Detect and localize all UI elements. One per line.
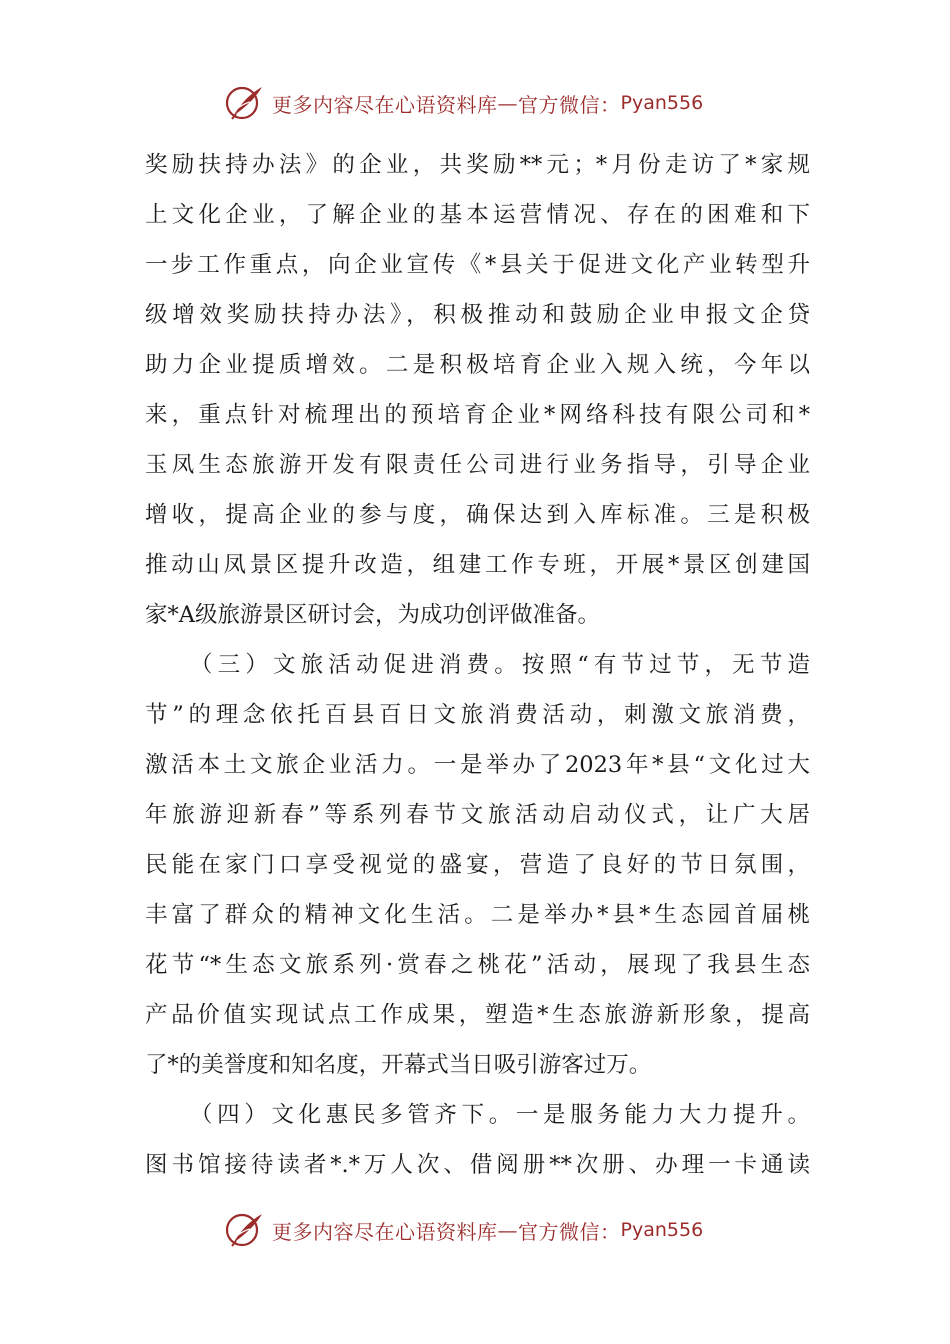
text-line: 玉凤生态旅游开发有限责任公司进行业务指导，引导企业 — [145, 452, 810, 478]
watermark-wechat-id: Pyan556 — [620, 92, 704, 114]
text-line: 上文化企业，了解企业的基本运营情况、存在的困难和下 — [145, 202, 810, 228]
document-body — [145, 140, 810, 1190]
text-line: 助力企业提质增效。二是积极培育企业入规入统，今年以 — [145, 352, 810, 378]
text-line: 来，重点针对梳理出的预培育企业*网络科技有限公司和* — [145, 402, 810, 428]
text-line: 了*的美誉度和知名度，开幕式当日吸引游客过万。 — [145, 1052, 652, 1078]
quill-pen-logo-icon — [222, 1208, 266, 1252]
text-line: 奖励扶持办法》的企业，共奖励**元；*月份走访了*家规 — [145, 152, 810, 178]
text-line: 民能在家门口享受视觉的盛宴，营造了良好的节日氛围， — [145, 852, 810, 878]
text-line: 产品价值实现试点工作成果，塑造*生态旅游新形象，提高 — [145, 1002, 810, 1028]
text-line: 图书馆接待读者*.*万人次、借阅册**次册、办理一卡通读 — [145, 1152, 810, 1178]
text-line: 级增效奖励扶持办法》，积极推动和鼓励企业申报文企贷 — [145, 302, 810, 328]
watermark-site-text: 更多内容尽在心语资料库 — [272, 1219, 498, 1244]
watermark-wechat-label: 官方微信： — [518, 1219, 621, 1244]
text-line: 丰富了群众的精神文化生活。二是举办*县*生态园首届桃 — [145, 902, 810, 928]
section-heading-line: （四）文化惠民多管齐下。一是服务能力大力提升。 — [190, 1102, 810, 1128]
quill-pen-logo-icon — [222, 81, 266, 125]
watermark-site-text: 更多内容尽在心语资料库 — [272, 92, 498, 117]
watermark-separator: — — [497, 1218, 518, 1242]
text-line: 激活本土文旅企业活力。一是举办了2023年*县“文化过大 — [145, 752, 810, 778]
watermark-wechat-label: 官方微信： — [518, 92, 621, 117]
watermark-separator: — — [497, 91, 518, 115]
text-line: 节”的理念依托百县百日文旅消费活动，刺激文旅消费， — [145, 702, 810, 728]
text-line: 年旅游迎新春”等系列春节文旅活动启动仪式，让广大居 — [145, 802, 810, 828]
text-line: 推动山凤景区提升改造，组建工作专班，开展*景区创建国 — [145, 552, 810, 578]
section-heading-line: （三）文旅活动促进消费。按照“有节过节，无节造 — [190, 652, 810, 678]
footer-watermark-banner — [222, 1208, 703, 1252]
text-line: 一步工作重点，向企业宣传《*县关于促进文化产业转型升 — [145, 252, 810, 278]
text-line: 增收，提高企业的参与度，确保达到入库标准。三是积极 — [145, 502, 810, 528]
watermark-wechat-id: Pyan556 — [620, 1219, 704, 1241]
text-line: 家*A级旅游景区研讨会，为成功创评做准备。 — [145, 602, 600, 628]
header-watermark-banner — [222, 81, 703, 125]
text-line: 花节“*生态文旅系列·赏春之桃花”活动，展现了我县生态 — [145, 952, 810, 978]
